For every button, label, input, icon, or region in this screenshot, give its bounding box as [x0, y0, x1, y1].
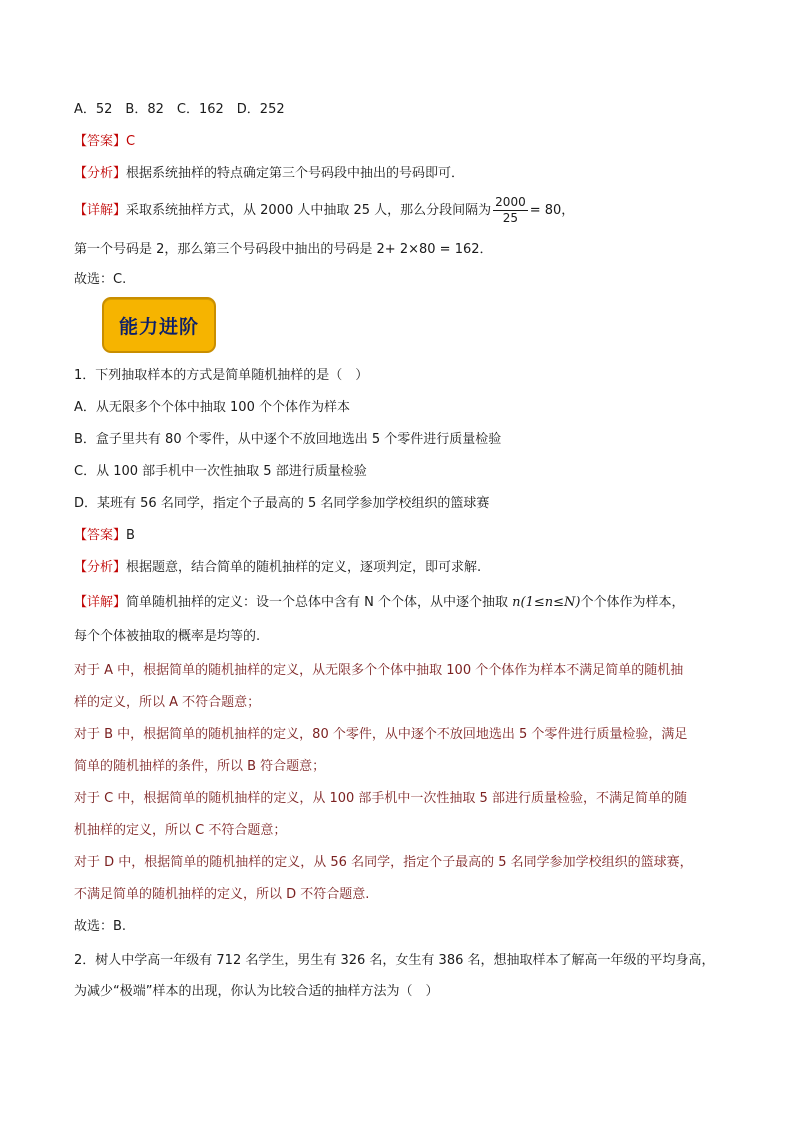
q1-detail-line-d2: 不满足简单的随机抽样的定义，所以 D 不符合题意. — [74, 887, 370, 902]
q1-detail-line-a2: 样的定义，所以 A 不符合题意； — [74, 695, 261, 710]
prev-conclusion: 故选：C. — [74, 272, 127, 287]
q1-detail-line-d1: 对于 D 中，根据简单的随机抽样的定义，从 56 名同学，指定个子最高的 5 名同学参加学校组织的篮球赛， — [74, 855, 693, 870]
interval-fraction — [493, 195, 528, 226]
answer-value: B — [126, 528, 135, 543]
q1-detail-line-c2: 机抽样的定义，所以 C 不符合题意； — [74, 823, 287, 838]
detail-text-after: 个个体作为样本， — [580, 595, 685, 610]
prev-detail — [74, 194, 574, 228]
detail-text-after: = 80， — [529, 203, 575, 218]
q1-detail-line-b1: 对于 B 中，根据简单的随机抽样的定义，80 个零件，从中逐个不放回地选出 5 个零件进行质量检验，满足 — [74, 727, 688, 742]
q1-option-c: C．从 100 部手机中一次性抽取 5 部进行质量检验 — [74, 464, 367, 479]
fraction-numerator: 2000 — [495, 195, 526, 209]
prev-options: A．52 B．82 C．162 D．252 — [74, 102, 285, 117]
answer-tag: 【答案】 — [74, 528, 127, 543]
q1-detail-line-c1: 对于 C 中，根据简单的随机抽样的定义，从 100 部手机中一次性抽取 5 部进行质量检验，不满足简单的随 — [74, 791, 687, 806]
q1-answer — [74, 527, 135, 545]
section-banner — [102, 297, 216, 353]
analysis-tag: 【分析】 — [74, 166, 127, 181]
q1-detail-line-a1: 对于 A 中，根据简单的随机抽样的定义，从无限多个个体中抽取 100 个个体作为样本不满足简单的随机抽 — [74, 663, 684, 678]
q1-option-d: D．某班有 56 名同学，指定个子最高的 5 名同学参加学校组织的篮球赛 — [74, 496, 490, 511]
detail-text-before: 简单随机抽样的定义：设一个总体中含有 N 个个体，从中逐个抽取 — [126, 595, 513, 610]
analysis-text: 根据系统抽样的特点确定第三个号码段中抽出的号码即可． — [126, 166, 465, 181]
q1-option-b: B．盒子里共有 80 个零件，从中逐个不放回地选出 5 个零件进行质量检验 — [74, 432, 502, 447]
prev-analysis — [74, 165, 464, 183]
section-banner-label: 能力进阶 — [118, 315, 199, 338]
q1-detail — [74, 594, 684, 612]
detail-text-before: 采取系统抽样方式，从 2000 人中抽取 25 人，那么分段间隔为 — [126, 203, 492, 218]
inequality-math: n(1≤n≤N) — [512, 595, 581, 610]
q1-detail-line-b2: 简单的随机抽样的条件，所以 B 符合题意； — [74, 759, 326, 774]
detail-tag: 【详解】 — [74, 595, 127, 610]
q1-conclusion: 故选：B. — [74, 919, 127, 934]
prev-answer — [74, 133, 135, 151]
fraction-denominator: 25 — [502, 211, 519, 225]
q1-analysis — [74, 559, 481, 577]
q2-stem-line2: 为减少“极端”样本的出现，你认为比较合适的抽样方法为（ ） — [74, 984, 439, 999]
answer-value: C — [126, 134, 136, 149]
q1-stem: 1．下列抽取样本的方式是简单随机抽样的是（ ） — [74, 368, 369, 383]
prev-detail-line2: 第一个号码是 2，那么第三个号码段中抽出的号码是 2+ 2×80 = 162． — [74, 242, 493, 257]
analysis-text: 根据题意，结合简单的随机抽样的定义，逐项判定，即可求解. — [126, 560, 482, 575]
answer-tag: 【答案】 — [74, 134, 127, 149]
q1-detail-line2: 每个个体被抽取的概率是均等的. — [74, 629, 261, 644]
q2-stem-line1: 2．树人中学高一年级有 712 名学生，男生有 326 名，女生有 386 名，想抽取样本了解高一年级的平均身高， — [74, 953, 715, 968]
analysis-tag: 【分析】 — [74, 560, 127, 575]
q1-option-a: A．从无限多个个体中抽取 100 个个体作为样本 — [74, 400, 350, 415]
detail-tag: 【详解】 — [74, 203, 127, 218]
